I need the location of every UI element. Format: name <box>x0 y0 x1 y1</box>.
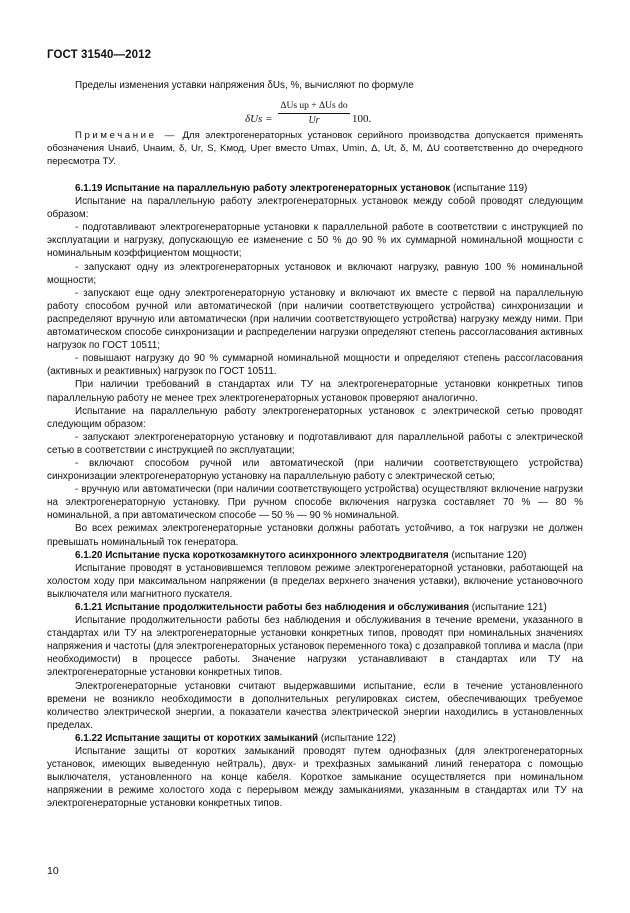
section-title-6-1-22: 6.1.22 Испытание защиты от коротких замыканий <box>75 732 319 744</box>
paragraph: Испытание на параллельную работу электрогенераторных установок с электрической сетью проводят следующим образом: <box>47 405 583 430</box>
document-header: ГОСТ 31540—2012 <box>47 49 152 61</box>
paragraph: Испытание на параллельную работу электрогенераторных установок между собой проводят следующим образом: <box>47 196 583 221</box>
paragraph: При наличии требований в стандартах или ТУ на электрогенераторные установки конкретных типов параллельную работу не менее трех электрогенераторных установок проверяют аналогично. <box>47 379 583 404</box>
section-title-6-1-20: 6.1.20 Испытание пуска короткозамкнутого асинхронного электродвигателя <box>75 549 449 561</box>
section-heading <box>47 732 583 745</box>
section-heading <box>47 182 583 195</box>
section-ref: (испытание 122) <box>318 732 396 744</box>
main-text <box>47 182 583 811</box>
paragraph: Во всех режимах электрогенераторные установки должны работать устойчиво, а ток нагрузки не должен превышать номинальный ток генератора. <box>47 523 583 548</box>
list-item: - повышают нагрузку до 90 % суммарной номинальной мощности и определяют степень рассогласования (активных и реактивных) нагрузок по ГОСТ 10511. <box>47 353 583 378</box>
formula-lhs: δUs = <box>245 113 273 125</box>
section-heading <box>47 549 583 562</box>
paragraph: Испытание проводят в установившемся тепловом режиме электрогенераторной установки, работающей на холостом ходу при максимальном напряжении (в пределах верхнего значения уставки), включение установочного выключателя или магнитного пускателя. <box>47 562 583 600</box>
fraction-bar <box>278 113 350 114</box>
note-text: Для электрогенераторных установок серийного производства допускается применять обозначения Uнаиб, Uнаим, δ, Ur, S, Kмод, Uрег вместо Umax, Umin, Δ, Ut, δ, M, ΔU соответственно до очередного пересмотра ТУ. <box>47 130 583 167</box>
paragraph: Испытание продолжительности работы без наблюдения и обслуживания в течение времени, указанного в стандартах или ТУ на электрогенераторные установки конкретных типов, проводят при номинальных значениях напряжения и частоты (для электрогенераторных установок переменного тока) с дозаправкой топлива и масла (при необходимости) в процессе работы. Значение нагрузки устанавливают в стандартах или ТУ на электрогенераторные установки конкретных типов. <box>47 615 583 679</box>
paragraph: Испытание защиты от коротких замыканий проводят путем однофазных (для электрогенераторных установок, имеющих выведенную нейтраль), двух- и трехфазных замыканий линий генератора с помощью выключателя, установленного на конце кабеля. Короткое замыкание осуществляется при номинальном напряжении в режиме холостого хода с перерывом между замыканиями, указанным в стандартах или ТУ на электрогенераторные установки конкретных типов. <box>47 746 583 810</box>
section-title-6-1-19: 6.1.19 Испытание на параллельную работу электрогенераторных установок <box>75 183 451 194</box>
intro-block <box>47 79 583 92</box>
list-item: - подготавливают электрогенераторные установки к параллельной работе в соответствии с инструкцией по эксплуатации и нагрузку, допускающую ее изменение с 50 % до 90 % их суммарной номинальной мощности с номинальным коэффициентом мощности; <box>47 222 583 260</box>
list-item: - включают способом ручной или автоматической (при наличии соответствующего устройства) синхронизации электрогенераторную установку на параллельную работу с электрической сетью; <box>47 457 583 483</box>
section-title-6-1-21: 6.1.21 Испытание продолжительности работы без наблюдения и обслуживания <box>75 602 469 613</box>
formula-rhs: 100. <box>352 113 372 125</box>
list-item: - запускают электрогенераторную установку и подготавливают для параллельной работы с электрической сетью в соответствии с инструкцией по эксплуатации; <box>47 431 583 456</box>
formula-fraction <box>278 101 350 126</box>
paragraph: Электрогенераторные установки считают выдержавшими испытание, если в течение установленного времени не возникло необходимости в дополнительных регулировках систем, обеспечивающих требуемое количество электрической энергии, а показатели качества электрической энергии находились в установленных пределах. <box>47 680 583 731</box>
section-ref: (испытание 121) <box>468 602 547 613</box>
section-ref: (испытание 120) <box>448 549 527 561</box>
formula-denominator: Ur <box>308 115 320 126</box>
section-heading <box>47 601 583 614</box>
note-block <box>47 129 583 168</box>
intro-paragraph: Пределы изменения уставки напряжения δUs, %, вычисляют по формуле <box>75 80 414 91</box>
list-item: - запускают еще одну электрогенераторную установку и включают их вместе с первой на параллельную работу способом ручной или автоматической (при наличии соответствующего устройства) синхронизации и распределяют вручную или автоматически (при наличии соответствующего устройства) нагрузку между ними. При автоматическом способе синхронизации и распределении нагрузки определяют степень рассогласования активных нагрузок по ГОСТ 10511; <box>47 287 583 352</box>
page-number: 10 <box>47 865 59 877</box>
formula-numerator: ΔUs up + ΔUs do <box>280 101 348 111</box>
list-item: - вручную или автоматически (при наличии соответствующего устройства) осуществляют включение нагрузки на электрогенераторную установку. При ручном способе включения нагрузка составляет 70 % — 80 % номинальной, а при автоматическом способе — 50 % — 90 % номинальной. <box>47 484 583 522</box>
list-item: - запускают одну из электрогенераторных установок и включают нагрузку, равную 100 % номинальной мощности; <box>47 261 583 286</box>
note-label: Примечание — <box>75 130 177 141</box>
section-ref: (испытание 119) <box>450 183 528 194</box>
